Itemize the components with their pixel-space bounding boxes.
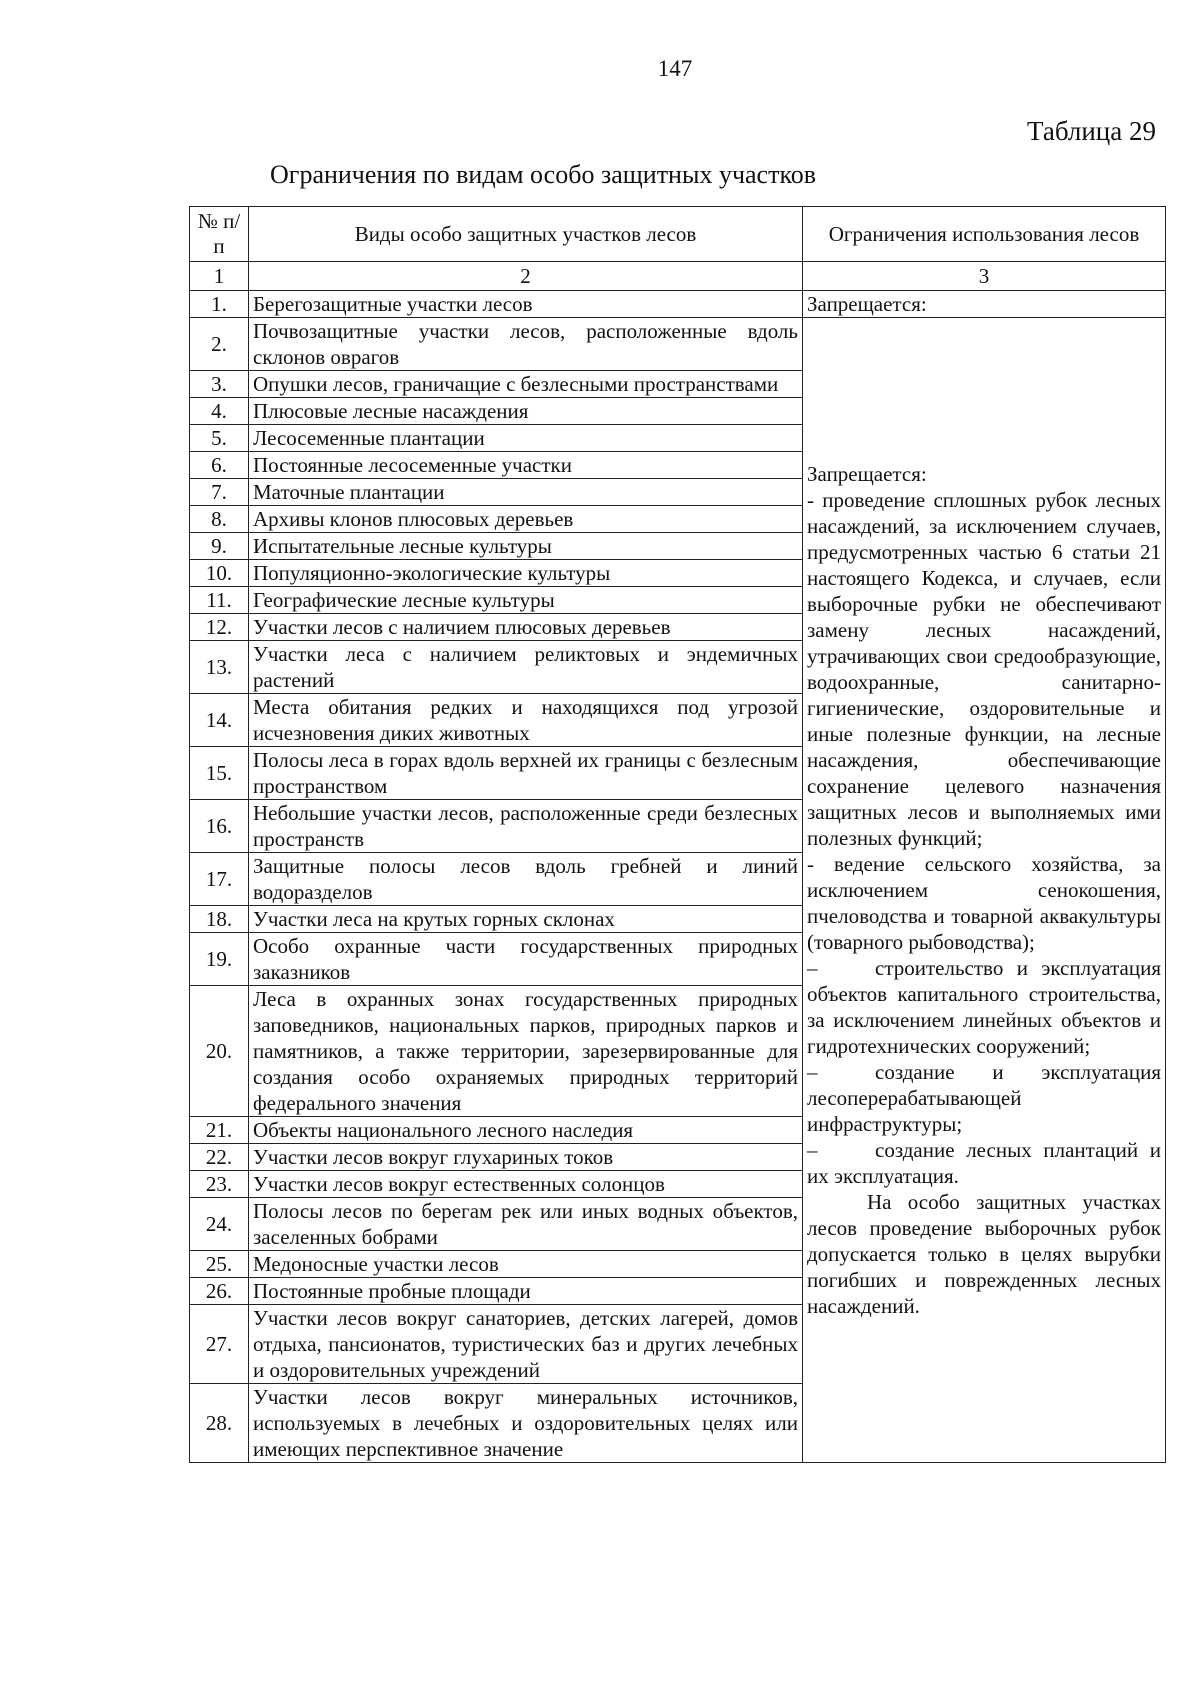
row-number: 18. [190,906,249,933]
restriction-paragraph [807,955,1161,1059]
page-number: 147 [657,56,693,81]
column-index: 2 [249,262,803,291]
row-number: 15. [190,747,249,800]
row-number: 24. [190,1198,249,1251]
table-row [190,318,1166,371]
row-number: 8. [190,506,249,533]
header-num: № п/п [190,207,249,262]
area-type: Почвозащитные участки лесов, расположенные вдоль склонов оврагов [249,318,803,371]
row-number: 6. [190,452,249,479]
row-number: 14. [190,694,249,747]
area-type: Участки лесов вокруг глухариных токов [249,1144,803,1171]
row-number: 20. [190,986,249,1117]
column-index: 3 [803,262,1166,291]
row-number: 2. [190,318,249,371]
restriction-paragraph: На особо защитных участках лесов проведение выборочных рубок допускается только в целях вырубки погибших и поврежденных лесных насаждений. [807,1190,1161,1318]
row-number: 5. [190,425,249,452]
row-number: 7. [190,479,249,506]
dash-mark: – [807,1138,818,1162]
area-type: Постоянные лесосеменные участки [249,452,803,479]
area-type: Особо охранные части государственных природных заказников [249,933,803,986]
restriction-paragraph: - проведение сплошных рубок лесных насаждений, за исключением случаев, предусмотренных частью 6 статьи 21 настоящего Кодекса, и случаев, если выборочные рубки не обеспечивают замену лесных насаждений, утрачивающих свои средообразующие, водоохранные, санитарно-гигиенические, оздоровительные и иные полезные функции, на лесные насаждения, обеспечивающие сохранение целевого назначения защитных лесов и выполняемых ими полезных функций; [807,488,1161,850]
restriction-paragraph [807,1059,1161,1137]
row-number: 23. [190,1171,249,1198]
row-number: 17. [190,853,249,906]
area-type: Постоянные пробные площади [249,1278,803,1305]
dash-mark: – [807,1060,818,1084]
restriction-paragraph: Запрещается: [807,462,927,486]
restriction-main [803,318,1166,1463]
restriction-text: строительство и эксплуатация объектов капитального строительства, за исключением линейных объектов и гидротехнических сооружений; [807,956,1161,1058]
area-type: Места обитания редких и находящихся под угрозой исчезновения диких животных [249,694,803,747]
column-index-row [190,262,1166,291]
dash-mark: – [807,956,818,980]
row-number: 3. [190,371,249,398]
area-type: Лесосеменные плантации [249,425,803,452]
row-number: 19. [190,933,249,986]
area-type: Участки лесов с наличием плюсовых деревьев [249,614,803,641]
area-type: Участки лесов вокруг минеральных источников, используемых в лечебных и оздоровительных целях или имеющих перспективное значение [249,1384,803,1463]
table-header-row [190,207,1166,262]
area-type: Географические лесные культуры [249,587,803,614]
area-type: Леса в охранных зонах государственных природных заповедников, национальных парков, природных парков и памятников, а также территории, зарезервированные для создания особо охраняемых природных территорий федерального значения [249,986,803,1117]
restriction-paragraph [807,1137,1161,1189]
table-body [190,291,1166,1463]
row-number: 11. [190,587,249,614]
area-type: Популяционно-экологические культуры [249,560,803,587]
area-type: Плюсовые лесные насаждения [249,398,803,425]
row-number: 25. [190,1251,249,1278]
restrictions-table [189,206,1166,1463]
restriction-first: Запрещается: [803,291,1166,318]
area-type: Участки леса на крутых горных склонах [249,906,803,933]
area-type: Полосы леса в горах вдоль верхней их границы с безлесным пространством [249,747,803,800]
area-type: Опушки лесов, граничащие с безлесными пространствами [249,371,803,398]
row-number: 22. [190,1144,249,1171]
area-type: Объекты национального лесного наследия [249,1117,803,1144]
row-number: 4. [190,398,249,425]
area-type: Медоносные участки лесов [249,1251,803,1278]
area-type: Маточные плантации [249,479,803,506]
area-type: Защитные полосы лесов вдоль гребней и линий водоразделов [249,853,803,906]
column-index: 1 [190,262,249,291]
restriction-text: создание лесных плантаций и их эксплуатация. [807,1138,1161,1188]
table-number: Таблица 29 [1027,116,1156,146]
area-type: Полосы лесов по берегам рек или иных водных объектов, заселенных бобрами [249,1198,803,1251]
row-number: 28. [190,1384,249,1463]
table-title: Ограничения по видам особо защитных участков [270,160,817,189]
area-type: Участки леса с наличием реликтовых и эндемичных растений [249,641,803,694]
row-number: 13. [190,641,249,694]
row-number: 12. [190,614,249,641]
header-restriction: Ограничения использования лесов [803,207,1166,262]
area-type: Небольшие участки лесов, расположенные среди безлесных пространств [249,800,803,853]
row-number: 16. [190,800,249,853]
table-row [190,291,1166,318]
row-number: 9. [190,533,249,560]
row-number: 21. [190,1117,249,1144]
row-number: 10. [190,560,249,587]
area-type: Участки лесов вокруг санаториев, детских лагерей, домов отдыха, пансионатов, туристических баз и других лечебных и оздоровительных учреждений [249,1305,803,1384]
area-type: Берегозащитные участки лесов [249,291,803,318]
restriction-paragraph: - ведение сельского хозяйства, за исключением сенокошения, пчеловодства и товарной аквакультуры (товарного рыбоводства); [807,852,1161,954]
area-type: Испытательные лесные культуры [249,533,803,560]
row-number: 1. [190,291,249,318]
area-type: Участки лесов вокруг естественных солонцов [249,1171,803,1198]
row-number: 27. [190,1305,249,1384]
header-type: Виды особо защитных участков лесов [249,207,803,262]
area-type: Архивы клонов плюсовых деревьев [249,506,803,533]
row-number: 26. [190,1278,249,1305]
restriction-text: создание и эксплуатация лесоперерабатывающей инфраструктуры; [807,1060,1161,1136]
